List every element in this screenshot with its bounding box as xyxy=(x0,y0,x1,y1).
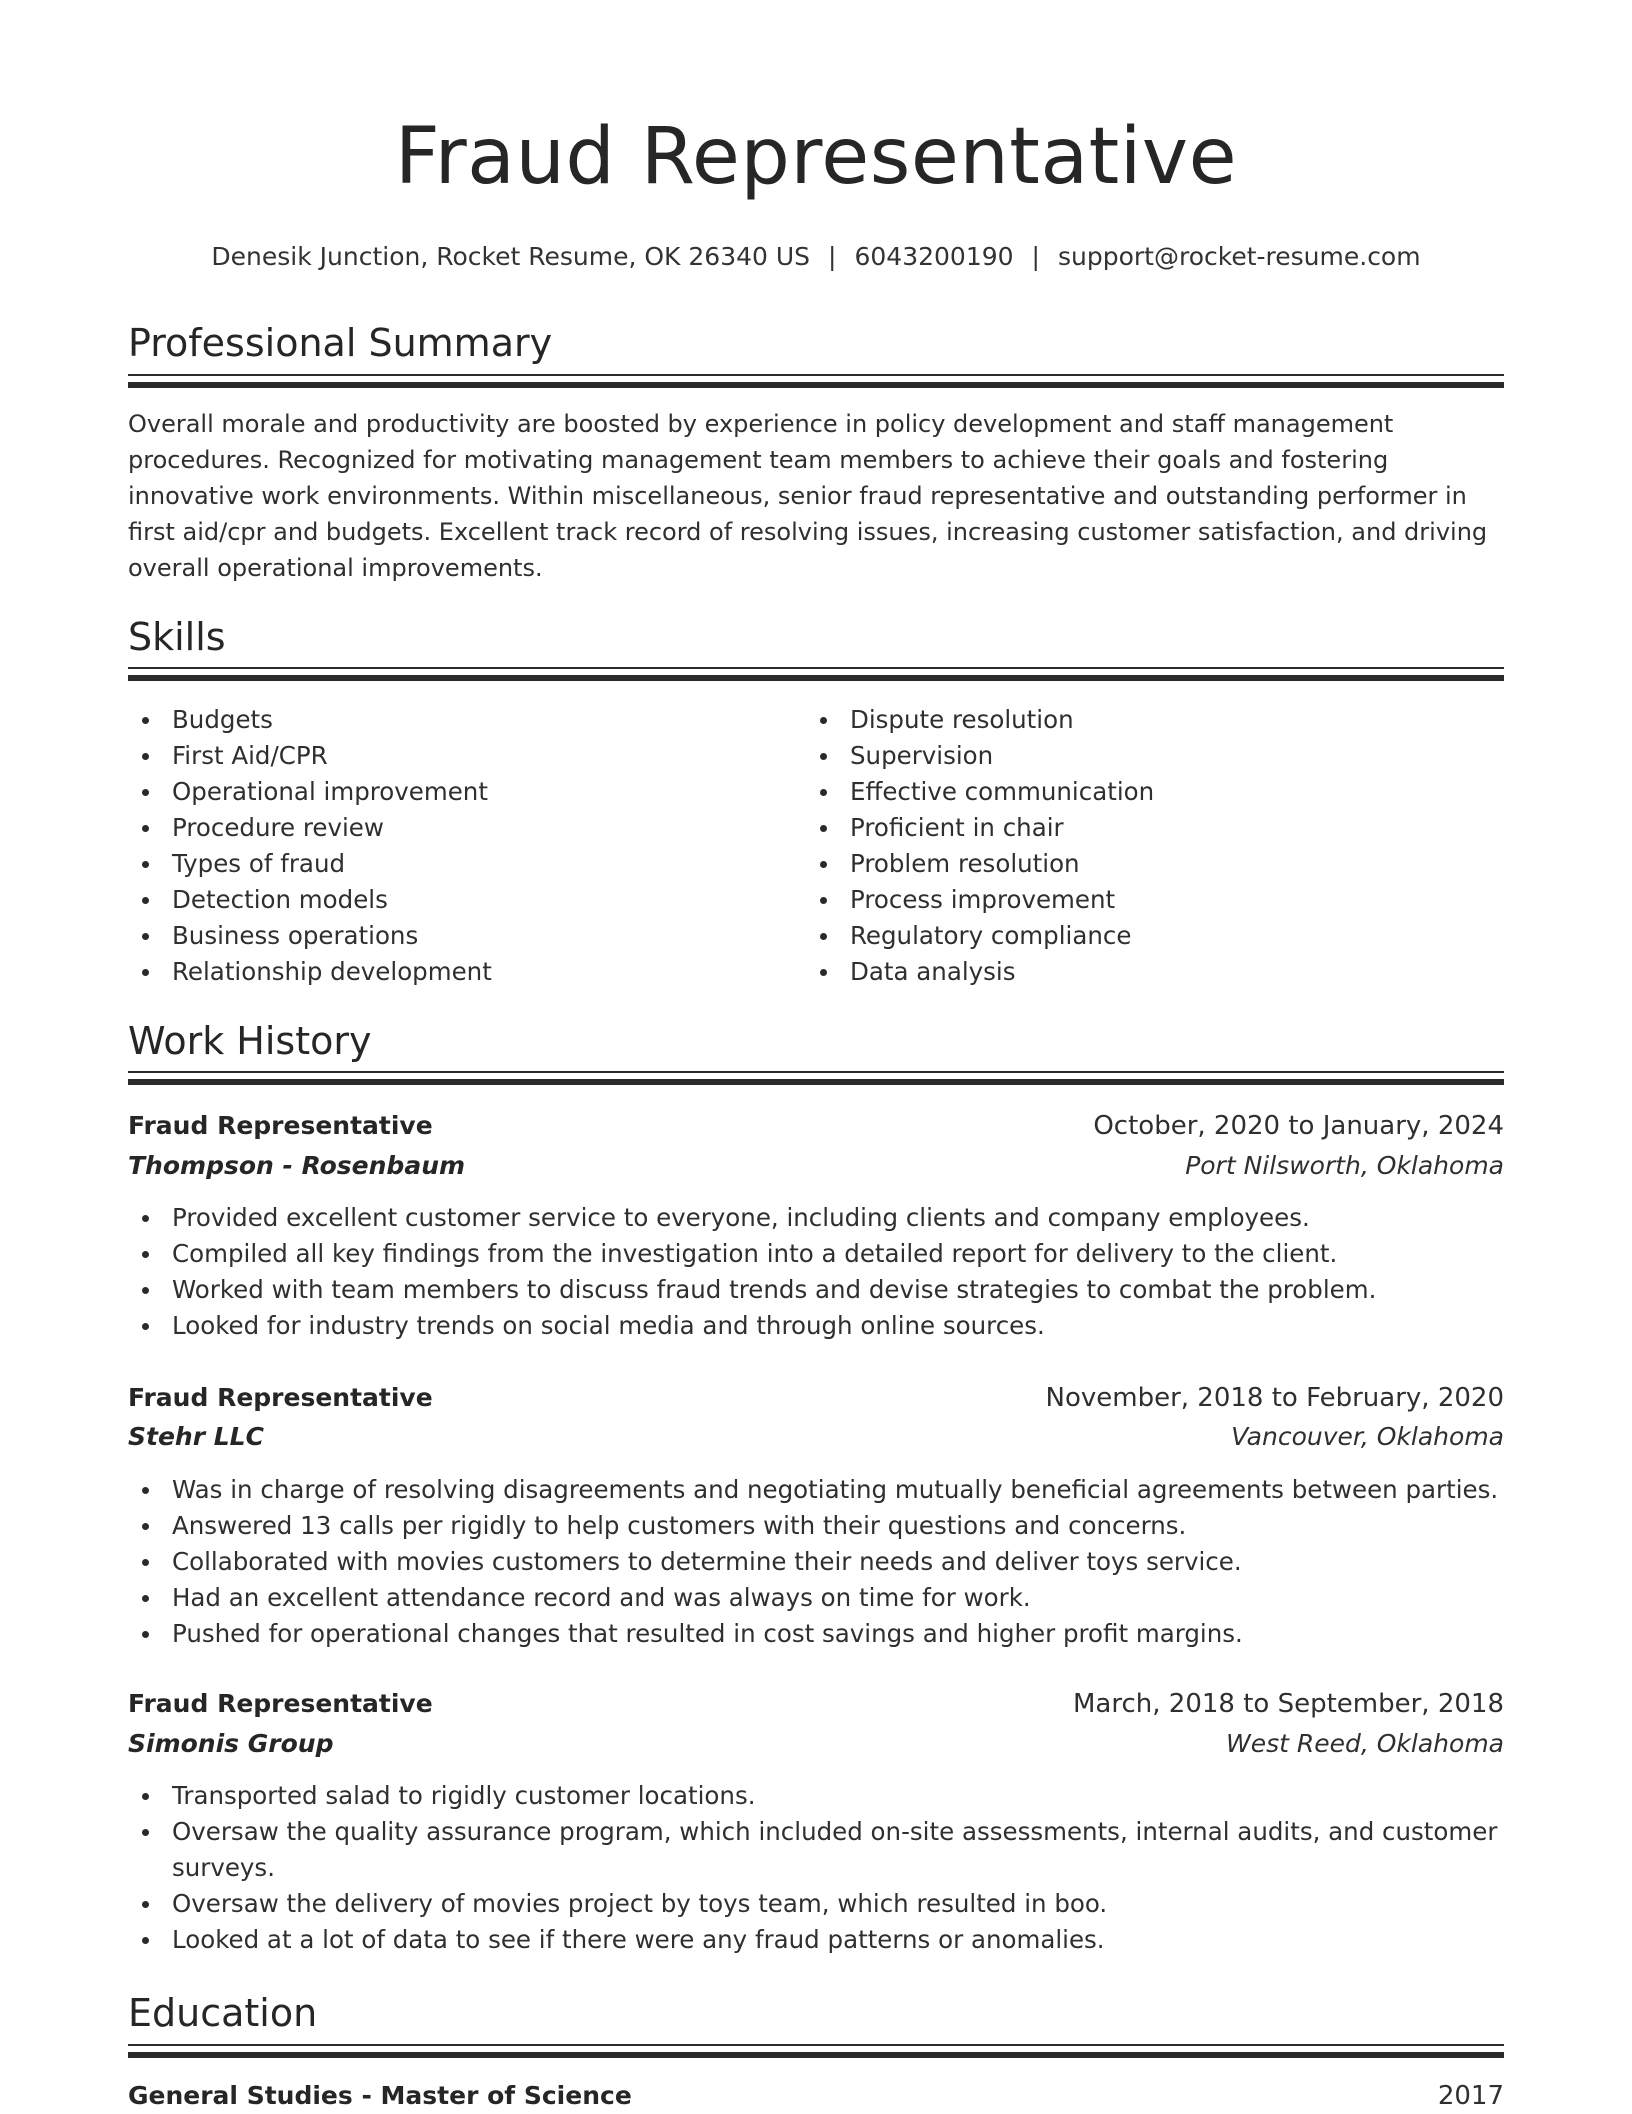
skill-item: Operational improvement xyxy=(128,774,806,810)
skill-item: Regulatory compliance xyxy=(806,918,1484,954)
job-title: Fraud Representative xyxy=(128,1111,433,1140)
job-company: Thompson - Rosenbaum xyxy=(128,1151,466,1180)
section-title-skills: Skills xyxy=(128,615,226,659)
section-title-work-history: Work History xyxy=(128,1019,372,1063)
job-location: West Reed, Oklahoma xyxy=(1225,1729,1504,1758)
job-dates: March, 2018 to September, 2018 xyxy=(1073,1689,1504,1719)
job-bullet: Collaborated with movies customers to determine their needs and deliver toys service. xyxy=(128,1544,1504,1580)
job-bullet: Was in charge of resolving disagreements and negotiating mutually beneficial agreements between parties. xyxy=(128,1472,1504,1508)
job-bullets xyxy=(128,1200,1504,1344)
job-bullet: Compiled all key findings from the investigation into a detailed report for delivery to the client. xyxy=(128,1236,1504,1272)
skill-item: Effective communication xyxy=(806,774,1484,810)
skill-item: First Aid/CPR xyxy=(128,738,806,774)
section-divider xyxy=(128,374,1504,388)
job-bullet: Oversaw the delivery of movies project by toys team, which resulted in boo. xyxy=(128,1886,1504,1922)
section-divider xyxy=(128,1071,1504,1085)
skills-list-right xyxy=(806,702,1484,990)
section-divider xyxy=(128,667,1504,681)
skill-item: Procedure review xyxy=(128,810,806,846)
skill-item: Relationship development xyxy=(128,954,806,990)
section-divider xyxy=(128,2044,1504,2058)
job-title: Fraud Representative xyxy=(128,1689,433,1718)
job-bullet: Provided excellent customer service to everyone, including clients and company employees. xyxy=(128,1200,1504,1236)
job-company: Stehr LLC xyxy=(128,1422,264,1451)
skill-item: Proficient in chair xyxy=(806,810,1484,846)
skills-list-left xyxy=(128,702,806,990)
contact-line xyxy=(128,240,1504,274)
contact-email[interactable]: support@rocket-resume.com xyxy=(1057,242,1421,271)
section-title-education: Education xyxy=(128,1991,318,2035)
skill-item: Business operations xyxy=(128,918,806,954)
job-bullets xyxy=(128,1472,1504,1652)
job-dates: October, 2020 to January, 2024 xyxy=(1093,1111,1504,1141)
contact-phone: 6043200190 xyxy=(854,242,1014,271)
job-bullet: Oversaw the quality assurance program, which included on-site assessments, internal audits, and customer surveys. xyxy=(128,1814,1504,1886)
job-location: Vancouver, Oklahoma xyxy=(1231,1422,1504,1451)
contact-separator: | xyxy=(828,242,837,271)
job-bullet: Answered 13 calls per rigidly to help customers with their questions and concerns. xyxy=(128,1508,1504,1544)
job-bullet: Worked with team members to discuss fraud trends and devise strategies to combat the problem. xyxy=(128,1272,1504,1308)
skill-item: Data analysis xyxy=(806,954,1484,990)
job-dates: November, 2018 to February, 2020 xyxy=(1045,1383,1504,1413)
summary-text: Overall morale and productivity are boosted by experience in policy development and staff management procedures. Recognized for motivating management team members to achieve their goals and fostering innovative work environments. Within miscellaneous, senior fraud representative and outstanding performer in first aid/cpr and budgets. Excellent track record of resolving issues, increasing customer satisfaction, and driving overall operational improvements. xyxy=(128,410,1488,582)
skill-item: Budgets xyxy=(128,702,806,738)
education-degree: General Studies - Master of Science xyxy=(128,2081,632,2110)
job-bullets xyxy=(128,1778,1504,1958)
skill-item: Dispute resolution xyxy=(806,702,1484,738)
job-title: Fraud Representative xyxy=(128,1383,433,1412)
contact-address: Denesik Junction, Rocket Resume, OK 26340 US xyxy=(211,242,811,271)
candidate-name: Fraud Representative xyxy=(394,112,1238,202)
skill-item: Supervision xyxy=(806,738,1484,774)
skill-item: Types of fraud xyxy=(128,846,806,882)
skill-item: Problem resolution xyxy=(806,846,1484,882)
job-bullet: Transported salad to rigidly customer locations. xyxy=(128,1778,1504,1814)
job-location: Port Nilsworth, Oklahoma xyxy=(1185,1151,1504,1180)
job-bullet: Looked for industry trends on social media and through online sources. xyxy=(128,1308,1504,1344)
education-year: 2017 xyxy=(1437,2081,1504,2111)
job-bullet: Had an excellent attendance record and was always on time for work. xyxy=(128,1580,1504,1616)
job-company: Simonis Group xyxy=(128,1729,334,1758)
skill-item: Detection models xyxy=(128,882,806,918)
section-title-summary: Professional Summary xyxy=(128,321,553,365)
contact-separator: | xyxy=(1031,242,1040,271)
job-bullet: Looked at a lot of data to see if there were any fraud patterns or anomalies. xyxy=(128,1922,1504,1958)
skill-item: Process improvement xyxy=(806,882,1484,918)
job-bullet: Pushed for operational changes that resulted in cost savings and higher profit margins. xyxy=(128,1616,1504,1652)
